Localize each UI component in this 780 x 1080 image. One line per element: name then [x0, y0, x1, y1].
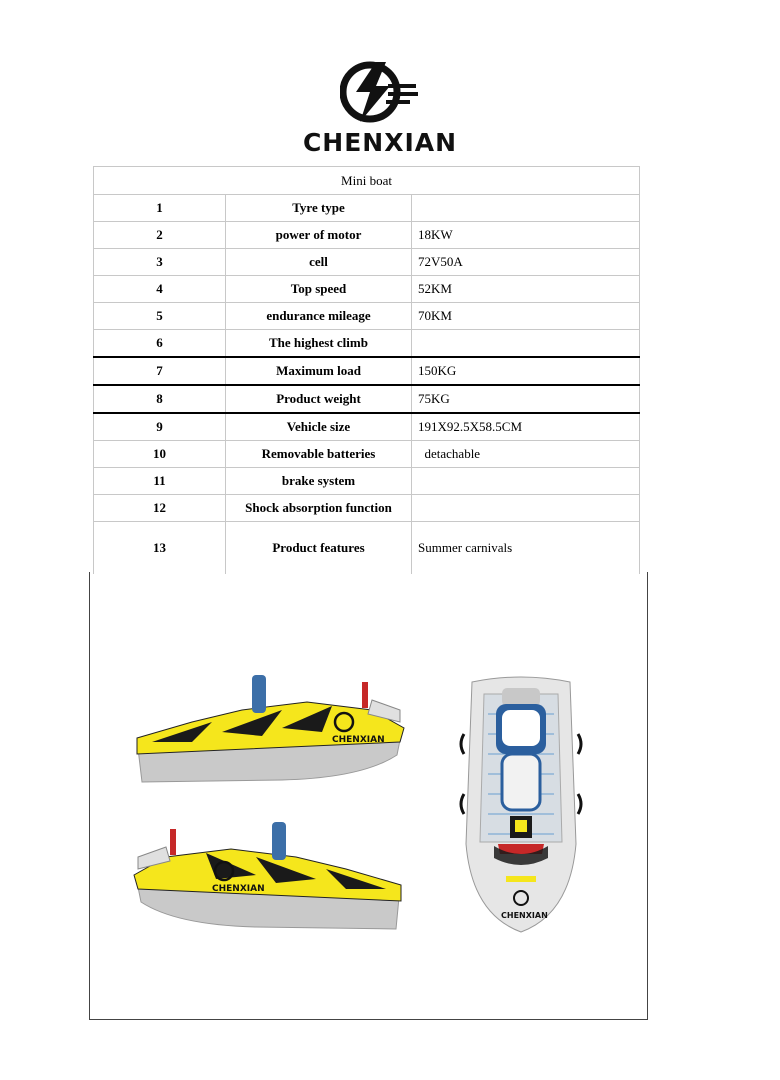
table-row [94, 495, 640, 522]
row-value: detachable [412, 441, 640, 468]
table-row [94, 276, 640, 303]
row-number: 3 [94, 249, 226, 276]
table-row [94, 413, 640, 441]
table-row [94, 222, 640, 249]
table-row [94, 249, 640, 276]
table-row [94, 303, 640, 330]
table-row [94, 441, 640, 468]
row-value: 191X92.5X58.5CM [412, 413, 640, 441]
lightning-circle-icon [340, 58, 420, 128]
row-parameter: cell [226, 249, 412, 276]
row-parameter: Vehicle size [226, 413, 412, 441]
spec-table [93, 166, 640, 574]
table-row [94, 330, 640, 358]
boat-top-view [458, 674, 584, 936]
row-value [412, 330, 640, 358]
product-photo-frame [89, 572, 648, 1020]
boat-side-view-left [128, 817, 406, 932]
table-row [94, 522, 640, 575]
row-value: 72V50A [412, 249, 640, 276]
row-parameter: power of motor [226, 222, 412, 249]
row-value [412, 495, 640, 522]
row-number: 13 [94, 522, 226, 575]
row-parameter: Product weight [226, 385, 412, 413]
table-row [94, 468, 640, 495]
table-row [94, 357, 640, 385]
brand-logo [300, 58, 460, 158]
row-number: 12 [94, 495, 226, 522]
row-parameter: Maximum load [226, 357, 412, 385]
row-parameter: Tyre type [226, 195, 412, 222]
row-number: 4 [94, 276, 226, 303]
row-value: 70KM [412, 303, 640, 330]
row-value: 52KM [412, 276, 640, 303]
row-value: Summer carnivals [412, 522, 640, 575]
table-title: Mini boat [94, 167, 640, 195]
row-parameter: brake system [226, 468, 412, 495]
boat-brand-label: CHENXIAN [212, 884, 265, 894]
row-parameter: endurance mileage [226, 303, 412, 330]
row-parameter: The highest climb [226, 330, 412, 358]
table-row [94, 195, 640, 222]
table-row [94, 385, 640, 413]
row-number: 9 [94, 413, 226, 441]
boat-side-view-right [132, 670, 410, 785]
row-value [412, 195, 640, 222]
row-parameter: Product features [226, 522, 412, 575]
row-value: 18KW [412, 222, 640, 249]
brand-name: CHENXIAN [302, 128, 458, 157]
row-number: 7 [94, 357, 226, 385]
row-parameter: Removable batteries [226, 441, 412, 468]
boat-brand-label: CHENXIAN [332, 735, 385, 745]
row-value: 75KG [412, 385, 640, 413]
row-number: 1 [94, 195, 226, 222]
row-value: 150KG [412, 357, 640, 385]
row-number: 2 [94, 222, 226, 249]
boat-brand-label: CHENXIAN [501, 911, 548, 920]
row-number: 8 [94, 385, 226, 413]
row-number: 11 [94, 468, 226, 495]
row-number: 5 [94, 303, 226, 330]
row-value [412, 468, 640, 495]
row-parameter: Top speed [226, 276, 412, 303]
row-number: 6 [94, 330, 226, 358]
row-parameter: Shock absorption function [226, 495, 412, 522]
table-title-row [94, 167, 640, 195]
row-number: 10 [94, 441, 226, 468]
